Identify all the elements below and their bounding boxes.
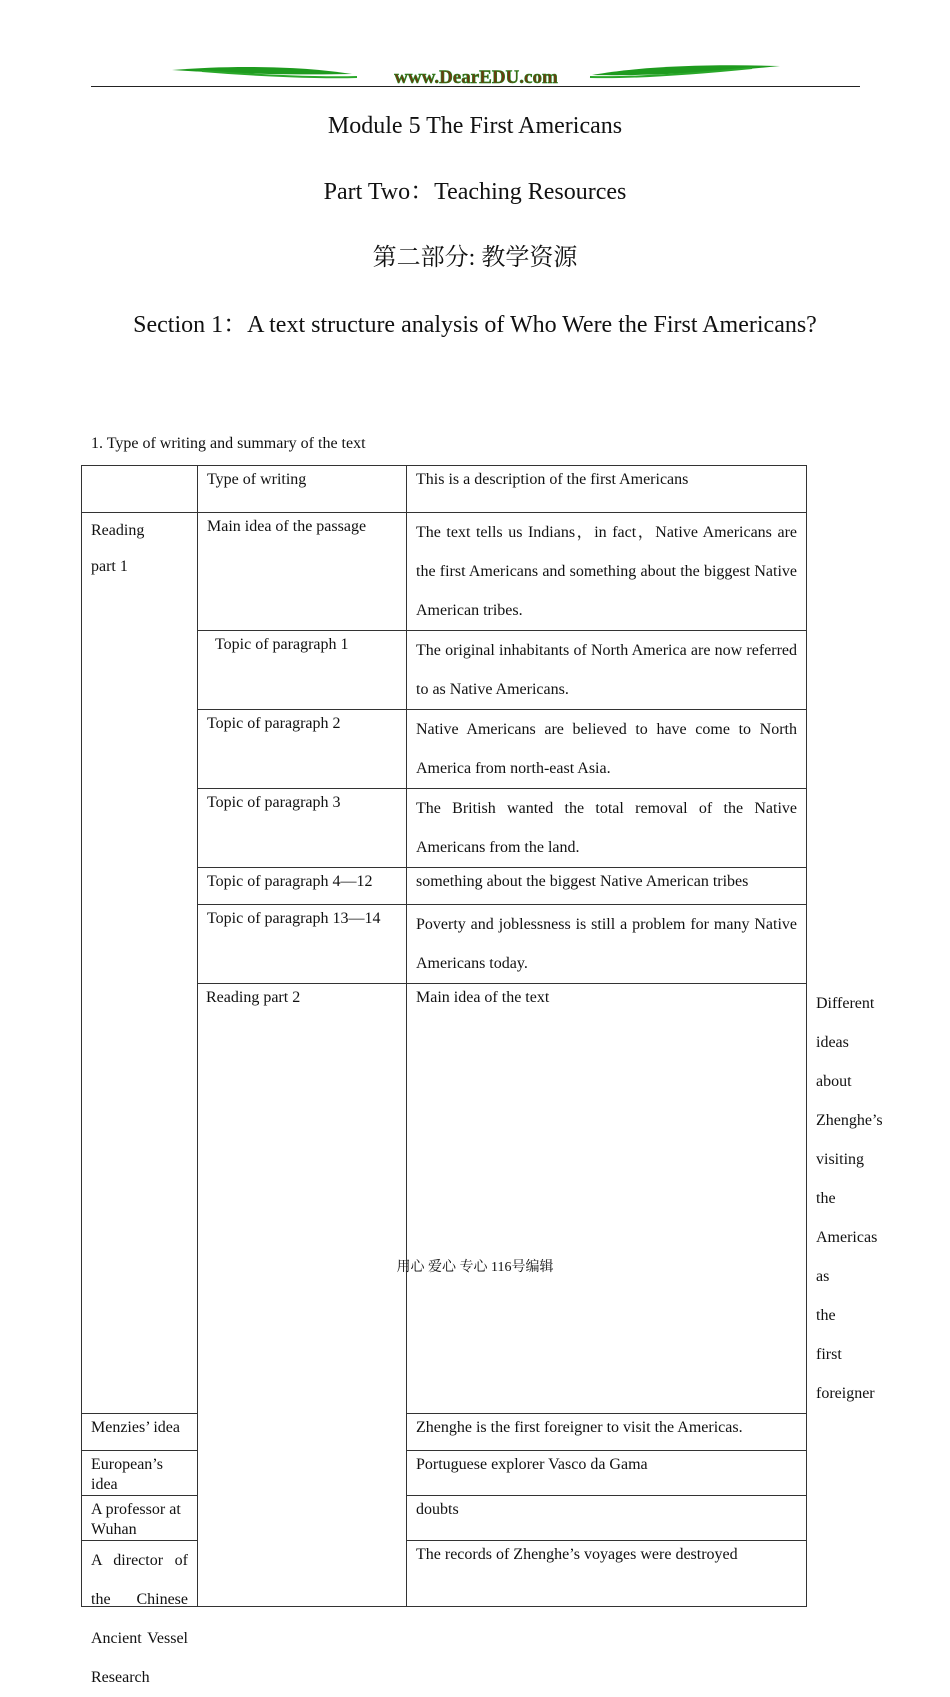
table-cell: Main idea of the passage [198, 513, 407, 631]
group-label-line: Reading [91, 522, 145, 539]
text-structure-table [81, 465, 883, 1686]
table-cell: The original inhabitants of North America are now referred to as Native Americans. [407, 631, 807, 710]
table-cell: Native Americans are believed to have come to North America from north-east Asia. [407, 710, 807, 789]
header-rule [91, 86, 860, 87]
table-cell: Topic of paragraph 13—14 [198, 905, 407, 984]
group-label-line: part 1 [91, 558, 128, 575]
site-url: www.DearEDU.com [394, 67, 558, 88]
section-title: Section 1：A text structure analysis of Who Were the First Americans? [133, 312, 817, 338]
intro-heading: 1. Type of writing and summary of the text [91, 435, 366, 452]
page-footer: 用心 爱心 专心 116号编辑 [396, 1260, 554, 1275]
table-cell: European’s idea [82, 1451, 198, 1496]
table-cell: Topic of paragraph 2 [198, 710, 407, 789]
table-cell: Poverty and joblessness is still a problem for many Native Americans today. [407, 905, 807, 984]
left-swoosh [172, 67, 352, 74]
table-cell: doubts [407, 1496, 807, 1541]
part-title: Part Two：Teaching Resources [323, 179, 627, 205]
table-row [82, 513, 807, 631]
table-cell: This is a description of the first Americans [407, 466, 807, 513]
table-cell: Menzies’ idea [82, 1414, 198, 1451]
table-row [82, 466, 807, 513]
table-cell: A professor at Wuhan [82, 1496, 198, 1541]
table-cell: Type of writing [198, 466, 407, 513]
cell-line: A director of the Chinese [91, 1552, 188, 1608]
table-cell: The text tells us Indians，in fact，Native Americans are the first Americans and something about the biggest Native American tribes. [407, 513, 807, 631]
table-cell: Zhenghe is the first foreigner to visit the Americas. [407, 1414, 807, 1451]
table-cell: something about the biggest Native American tribes [407, 868, 807, 905]
table-cell: Portuguese explorer Vasco da Gama [407, 1451, 807, 1496]
part-title-chinese: 第二部分: 教学资源 [372, 245, 578, 271]
table-cell: Topic of paragraph 4—12 [198, 868, 407, 905]
table-row: Reading part 2 Main idea of the text Different ideas about Zhenghe’s visiting the Americas as the first foreigner [82, 984, 807, 1414]
table-cell: The records of Zhenghe’s voyages were destroyed [407, 1541, 807, 1607]
table-cell: Topic of paragraph 3 [198, 789, 407, 868]
table-cell [82, 1541, 198, 1686]
table-row [82, 1451, 807, 1496]
table-cell [82, 466, 198, 513]
table-cell: Main idea of the text [407, 984, 807, 1414]
table-cell: The British wanted the total removal of the Native Americans from the land. [407, 789, 807, 868]
table-cell: Topic of paragraph 1 [198, 631, 407, 710]
table-row [82, 1414, 807, 1451]
group-label-reading-part-2: Reading part 2 [198, 984, 407, 1607]
cell-line: Ancient Vessel Research [91, 1630, 188, 1686]
table-row [82, 1496, 807, 1541]
module-title: Module 5 The First Americans [327, 113, 623, 139]
table-row [82, 1541, 807, 1607]
group-label-reading-part-1 [82, 513, 198, 1414]
